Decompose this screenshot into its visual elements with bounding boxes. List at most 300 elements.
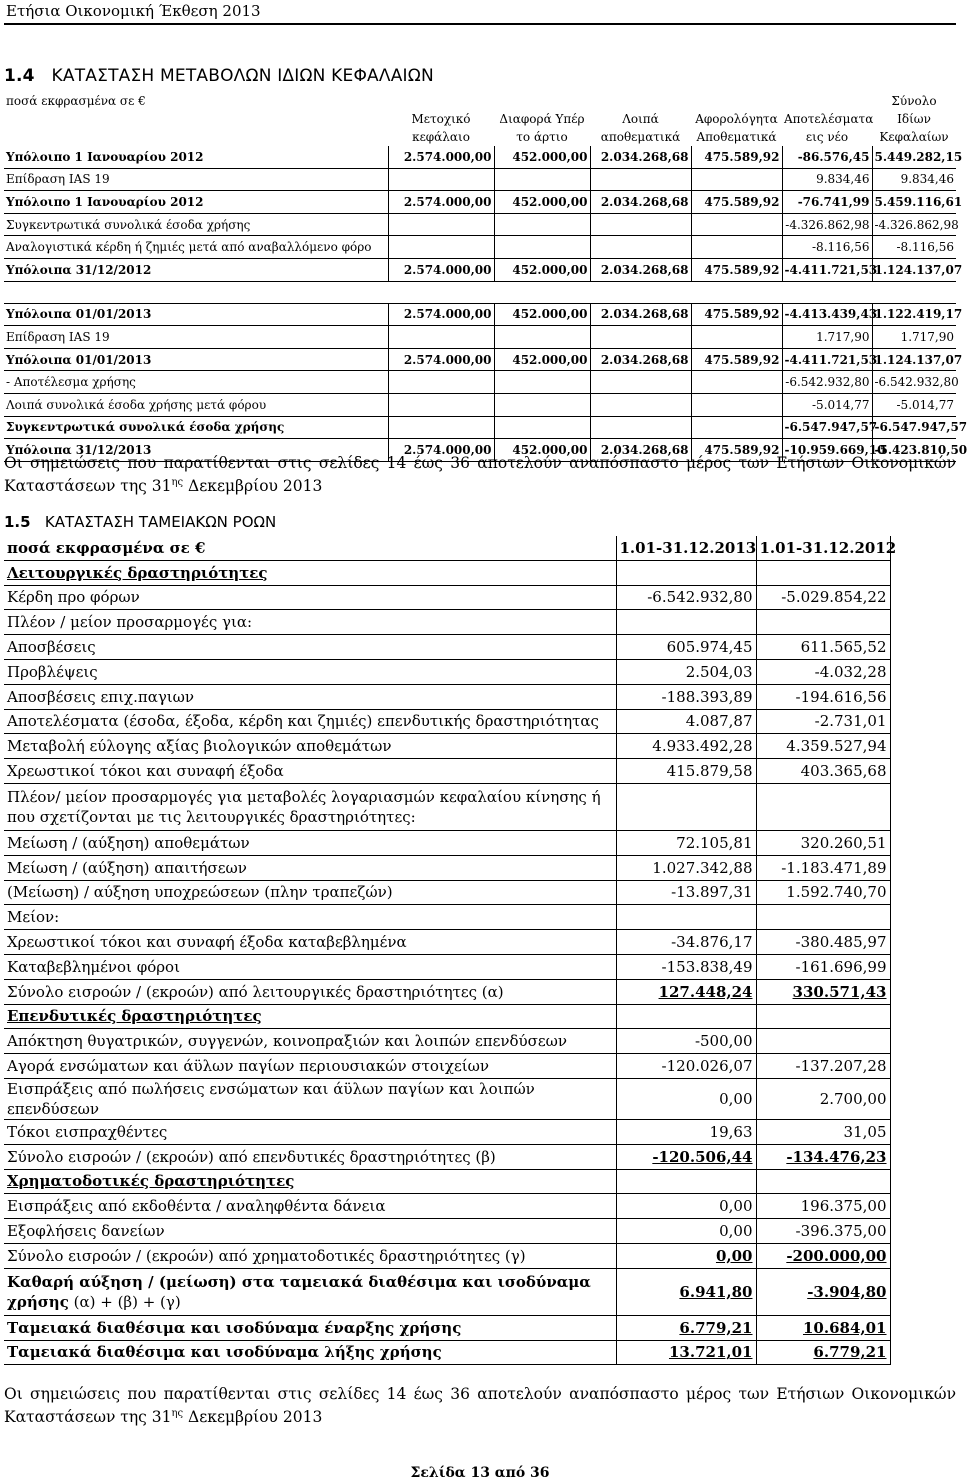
table-row [4,759,890,784]
cell-value [616,659,756,684]
header-spacer [4,110,388,128]
row-label-text: Μείωση / (αύξηση) απαιτήσεων [7,858,247,877]
equity-section-title [4,66,434,86]
value-text: 1.01-31.12.2013 [619,538,757,557]
row-label-text: Χρεωστικοί τόκοι και συναφή έξοδα [7,762,284,781]
row-label [4,1194,616,1219]
cell-value: -6.547.947,57 [872,416,956,439]
value-text: 196.375,00 [800,1197,887,1216]
cell-value: 2.574.000,00 [388,348,494,371]
value-text: 320.260,51 [800,833,887,852]
cell-value [616,954,756,979]
cell-value [590,213,691,236]
value-text: 127.448,24 [658,982,753,1001]
cell-value [388,326,494,349]
table-row [4,783,890,830]
cell-value: 2.574.000,00 [388,439,494,462]
cell-value [756,1119,890,1144]
page-footer: Σελίδα 13 από 36 [410,1465,550,1481]
value-text: 72.105,81 [676,833,753,852]
row-label-text: Σύνολο εισροών / (εκροών) από λειτουργικές δραστηριότητες (α) [7,982,504,1001]
cell-value [616,635,756,660]
row-label-text: Αποτελέσματα (έσοδα, έξοδα, κέρδη και ζημιές) επενδυτικής δραστηριότητας [7,712,599,731]
cell-value: -76.741,99 [782,191,872,214]
cell-value [756,1029,890,1054]
cell-value [616,905,756,930]
value-text: -200.000,00 [786,1246,887,1265]
table-row [4,1029,890,1054]
cell-value: -6.547.947,57 [782,416,872,439]
table-row [4,1078,890,1119]
cell-value [756,709,890,734]
row-label: Λοιπά συνολικά έσοδα χρήσης μετά φόρου [4,393,388,416]
cell-value: 452.000,00 [494,348,590,371]
table-row [4,1243,890,1268]
cell-value [691,371,782,394]
row-label: Υπόλοιπα 31/12/2012 [4,258,388,281]
equity-note-end: Δεκεμβρίου 2013 [183,477,323,496]
table-row [4,146,956,168]
value-text: 13.721,01 [668,1343,753,1362]
row-label [4,1268,616,1315]
value-text: 4.087,87 [685,712,753,731]
row-label-text: Εξοφλήσεις δανείων [7,1222,165,1241]
cell-value [756,880,890,905]
equity-header-row [4,128,956,146]
row-label-text: Τόκοι εισπραχθέντες [7,1122,168,1141]
value-text: 4.359.527,94 [786,737,887,756]
cell-value: -6.542.932,80 [872,371,956,394]
row-label-text: Κέρδη προ φόρων [7,588,140,607]
table-row [4,348,956,371]
table-row [4,1119,890,1144]
document-header: Ετήσια Οικονομική Έκθεση 2013 [6,2,261,20]
value-text: -120.026,07 [661,1057,753,1076]
equity-changes-table [4,92,967,462]
cell-value [590,236,691,259]
column-header: Αφορολόγητα [695,112,778,126]
value-text: 0,00 [719,1197,753,1216]
cell-value [756,1219,890,1244]
table-row [4,1144,890,1169]
cell-value: -4.413.439,43 [782,303,872,326]
cell-value: 452.000,00 [494,258,590,281]
cell-value [494,393,590,416]
cell-value [756,905,890,930]
row-label-text: Πλέον/ μείον προσαρμογές για μεταβολές λογαριασμών κεφαλαίου κίνησης ή που σχετίζονται με τις λειτουργικές δραστηριότητες: [7,787,601,826]
cell-value: 5.449.282,15 [872,146,956,168]
row-label-text: Προβλέψεις [7,662,98,681]
column-header: αποθεματικά [600,130,681,144]
table-row [4,371,956,394]
cell-value [756,610,890,635]
cell-value [756,979,890,1004]
cell-value [616,1194,756,1219]
value-text: -120.506,44 [652,1147,753,1166]
cell-value [616,930,756,955]
value-text: 31,05 [843,1122,887,1141]
cell-value [590,281,691,303]
cell-value [494,168,590,191]
value-text: 611.565,52 [800,638,887,657]
row-label [4,709,616,734]
row-label [4,1004,616,1029]
value-text: -188.393,89 [661,687,753,706]
currency-note: ποσά εκφρασμένα σε € [6,94,146,108]
cell-value [590,168,691,191]
value-text: 6.779,21 [813,1343,887,1362]
value-text: -4.032,28 [814,662,887,681]
cell-value [691,326,782,349]
cell-value [616,536,756,560]
cell-value [756,684,890,709]
row-label-text: Λειτουργικές δραστηριότητες [7,563,268,582]
cell-value [782,281,872,303]
row-label-text: Χρεωστικοί τόκοι και συναφή έξοδα καταβεβλημένα [7,933,407,952]
table-row [4,191,956,214]
cell-value: 1.717,90 [782,326,872,349]
cell-value [616,709,756,734]
cell-value: -86.576,45 [782,146,872,168]
cell-value [756,536,897,560]
equity-header-row [4,110,956,128]
cell-value: 2.034.268,68 [590,439,691,462]
value-text: 415.879,58 [666,762,753,781]
cell-value [616,1340,756,1365]
cell-value [616,610,756,635]
cell-value: 475.589,92 [691,439,782,462]
cell-value [590,393,691,416]
cell-value [756,1243,890,1268]
row-label [4,635,616,660]
cell-value [494,236,590,259]
column-header: Διαφορά Υπέρ [499,112,585,126]
cell-value [756,830,890,855]
cell-value [756,954,890,979]
table-row [4,326,956,349]
cashflow-note-sup: ης [171,1408,184,1419]
cell-value [616,585,756,610]
column-header-total: Σύνολο [891,94,937,108]
cell-value [616,1078,756,1119]
cell-value: 2.574.000,00 [388,258,494,281]
table-row [4,734,890,759]
cell-value: -5.014,77 [782,393,872,416]
value-text: 4.933.492,28 [652,737,753,756]
cell-value [756,560,890,585]
equity-note-text: Οι σημειώσεις που παρατίθενται στις σελίδες 14 έως 36 αποτελούν αναπόσπαστο μέρος των Ετήσιων Οικονομικών Καταστάσεων της 31 [4,454,956,496]
value-text: 1.01-31.12.2012 [759,538,897,557]
row-label [4,659,616,684]
table-row [4,709,890,734]
row-label [4,954,616,979]
cell-value [756,1054,890,1079]
value-text: -153.838,49 [661,957,753,976]
value-text: 19,63 [709,1122,753,1141]
cell-value [616,855,756,880]
table-row [4,168,956,191]
row-label [4,759,616,784]
row-label-text: Μείωση / (αύξηση) αποθεμάτων [7,833,250,852]
column-header: εις νέο [805,130,849,144]
row-label [4,1054,616,1079]
cell-value: -5.423.810,50 [872,439,956,462]
cell-value [616,1119,756,1144]
cell-value [388,393,494,416]
cell-value [756,759,890,784]
value-text: 10.684,01 [802,1318,887,1337]
cell-value: -8.116,56 [782,236,872,259]
table-row [4,1219,890,1244]
table-row [4,1340,890,1365]
row-label-text: Εισπράξεις από πωλήσεις ενσώματων και άϋλων παγίων και λοιπών επενδύσεων [7,1079,535,1118]
cell-value [616,979,756,1004]
cell-value: 2.034.268,68 [590,146,691,168]
cell-value: 475.589,92 [691,191,782,214]
cell-value [756,855,890,880]
row-label: Υπόλοιπα 31/12/2013 [4,439,388,462]
cell-value [494,326,590,349]
cell-value [616,560,756,585]
row-label [4,880,616,905]
row-label-text: Μεταβολή εύλογης αξίας βιολογικών αποθεμάτων [7,737,392,756]
cell-value: -10.959.669,10 [782,439,872,462]
column-header: Αποθεματικά [696,130,777,144]
row-label [4,1315,616,1340]
cell-value: 2.034.268,68 [590,191,691,214]
row-label-suffix: (α) + (β) + (γ) [68,1292,181,1311]
cell-value: 452.000,00 [494,303,590,326]
value-text: -5.029.854,22 [781,588,887,607]
cell-value: -5.014,77 [872,393,956,416]
row-label-text: Ταμειακά διαθέσιμα και ισοδύναμα λήξης χρήσης [7,1343,442,1362]
column-header: Κεφαλαίων [879,130,949,144]
cell-value: -4.326.862,98 [872,213,956,236]
row-label-text: Αγορά ενσώματων και άϋλων παγίων περιουσιακών στοιχείων [7,1057,489,1076]
equity-header-row [4,92,956,110]
cell-value [494,416,590,439]
cashflow-notes-statement [4,1384,956,1427]
value-text: -161.696,99 [795,957,887,976]
table-row [4,610,890,635]
table-row [4,659,890,684]
cell-value: 1.124.137,07 [872,258,956,281]
cell-value: 475.589,92 [691,258,782,281]
header-spacer [494,92,590,110]
column-header: κεφάλαιο [412,130,470,144]
value-text: -3.904,80 [807,1282,887,1301]
value-text: 0,00 [719,1089,753,1108]
row-label-text: Αποσβέσεις επιχ.παγιων [7,687,195,706]
value-text: -6.542.932,80 [647,588,753,607]
row-label [4,905,616,930]
cashflow-section-title [4,513,276,531]
value-text: -500,00 [694,1032,753,1051]
table-row [4,830,890,855]
cell-value [590,416,691,439]
cell-value: 2.574.000,00 [388,191,494,214]
row-label-text: Μείον: [7,908,60,927]
row-label-text: Αποσβέσεις [7,638,96,657]
header-rule [4,23,956,25]
cell-value [616,1315,756,1340]
equity-section-heading: ΚΑΤΑΣΤΑΣΗ ΜΕΤΑΒΟΛΩΝ ΙΔΙΩΝ ΚΕΦΑΛΑΙΩΝ [51,66,434,86]
cashflow-section-heading: ΚΑΤΑΣΤΑΣΗ ΤΑΜΕΙΑΚΩΝ ΡΟΩΝ [44,513,277,531]
row-label [4,281,388,303]
cell-value: 2.034.268,68 [590,348,691,371]
cell-value: 5.459.116,61 [872,191,956,214]
row-label [4,1340,616,1365]
cell-value: 452.000,00 [494,439,590,462]
value-text: -137.207,28 [795,1057,887,1076]
cell-value [494,371,590,394]
row-label [4,979,616,1004]
equity-section-number: 1.4 [4,66,35,86]
row-label-text: ποσά εκφρασμένα σε € [7,538,206,557]
cell-value [494,213,590,236]
cell-value [616,1004,756,1029]
cell-value [691,393,782,416]
cell-value [756,734,890,759]
table-row [4,303,956,326]
cell-value [756,783,890,830]
cell-value [388,371,494,394]
row-label: Υπόλοιπο 1 Ιανουαρίου 2012 [4,146,388,168]
column-header: Μετοχικό [411,112,471,126]
cell-value [691,281,782,303]
value-text: 2.504,03 [685,662,753,681]
value-text: 330.571,43 [792,982,887,1001]
spacer-row [4,281,956,303]
cell-value: 2.034.268,68 [590,303,691,326]
cell-value [388,281,494,303]
table-row [4,1169,890,1194]
row-label: - Αποτέλεσμα χρήσης [4,371,388,394]
cell-value: 475.589,92 [691,146,782,168]
row-label: Υπόλοιπο 1 Ιανουαρίου 2012 [4,191,388,214]
cell-value [691,236,782,259]
row-label: Υπόλοιπα 01/01/2013 [4,348,388,371]
row-label-text: Εισπράξεις από εκδοθέντα / αναληφθέντα δάνεια [7,1197,386,1216]
row-label-text: Πλέον / μείον προσαρμογές για: [7,613,253,632]
cell-value [756,1144,890,1169]
value-text: 1.027.342,88 [652,858,753,877]
cell-value: 1.717,90 [872,326,956,349]
cashflow-note-end: Δεκεμβρίου 2013 [183,1408,323,1427]
cell-value [388,236,494,259]
cell-value [494,281,590,303]
table-row [4,635,890,660]
cell-value [616,1268,756,1315]
table-row [4,258,956,281]
cell-value [756,1169,890,1194]
cell-value [691,213,782,236]
cell-value: -4.411.721,53 [782,348,872,371]
row-label-bold: Καθαρή αύξηση / (μείωση) στα ταμειακά διαθέσιμα και ισοδύναμα χρήσης [7,1272,591,1311]
row-label-text: Απόκτηση θυγατρικών, συγγενών, κοινοπραξιών και λοιπών επενδύσεων [7,1032,568,1051]
value-text: -396.375,00 [795,1222,887,1241]
cell-value: -6.542.932,80 [782,371,872,394]
row-label: Υπόλοιπα 01/01/2013 [4,303,388,326]
cell-value [616,759,756,784]
row-label [4,734,616,759]
table-row [4,393,956,416]
header-spacer [782,92,872,110]
row-label [4,560,616,585]
cell-value: 452.000,00 [494,191,590,214]
cell-value [388,416,494,439]
table-row [4,1268,890,1315]
cell-value [756,930,890,955]
cell-value [616,830,756,855]
equity-notes-statement [4,453,956,496]
cell-value [756,1315,890,1340]
table-row [4,560,890,585]
cell-value: 1.122.419,17 [872,303,956,326]
row-label [4,855,616,880]
cell-value: 2.574.000,00 [388,303,494,326]
equity-note-sup: ης [171,477,184,488]
row-label-text: Ταμειακά διαθέσιμα και ισοδύναμα έναρξης χρήσης [7,1318,462,1337]
cell-value [616,1219,756,1244]
value-text: -134.476,23 [786,1147,887,1166]
header-spacer [590,92,691,110]
table-row [4,880,890,905]
cell-value [616,684,756,709]
cell-value: -8.116,56 [872,236,956,259]
cell-value [756,585,890,610]
cell-value [616,783,756,830]
row-label [4,1029,616,1054]
table-row [4,536,890,560]
table-row [4,855,890,880]
row-label [4,684,616,709]
value-text: 0,00 [715,1246,753,1265]
cell-value: 475.589,92 [691,348,782,371]
cell-value [616,1054,756,1079]
value-text: -380.485,97 [795,933,887,952]
cell-value: 9.834,46 [782,168,872,191]
cell-value [388,213,494,236]
column-header: Λοιπά [622,112,659,126]
value-text: -1.183.471,89 [781,858,887,877]
table-row [4,1194,890,1219]
row-label: Συγκεντρωτικά συνολικά έσοδα χρήσης [4,416,388,439]
row-label [4,1219,616,1244]
table-row [4,684,890,709]
header-spacer [691,92,782,110]
cell-value: 9.834,46 [872,168,956,191]
cell-value [756,1194,890,1219]
header-spacer [388,92,494,110]
row-label [4,610,616,635]
row-label-text: Επενδυτικές δραστηριότητες [7,1007,262,1026]
value-text: 6.779,21 [679,1318,753,1337]
cell-value [616,1169,756,1194]
column-header: το άρτιο [516,130,568,144]
row-label: Επίδραση IAS 19 [4,168,388,191]
column-header: Αποτελέσματα [784,112,874,126]
cell-value [756,1078,890,1119]
value-text: 403.365,68 [800,762,887,781]
row-label [4,783,616,830]
table-row [4,236,956,259]
row-label [4,830,616,855]
table-row [4,1054,890,1079]
row-label-text: (Μείωση) / αύξηση υποχρεώσεων (πλην τραπεζών) [7,883,393,902]
table-row [4,905,890,930]
row-label [4,1119,616,1144]
